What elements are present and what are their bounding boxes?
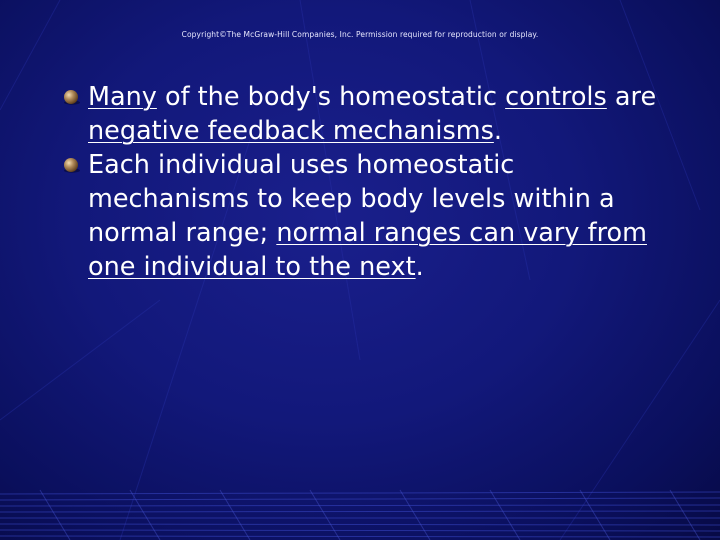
copyright-notice: Copyright©The McGraw-Hill Companies, Inc. Permission required for reproduction or display. bbox=[181, 30, 539, 39]
underlined-text-segment: controls bbox=[505, 82, 607, 112]
bullet-item bbox=[62, 80, 682, 148]
text-segment: of the body's homeostatic bbox=[156, 82, 506, 112]
text-segment: . bbox=[493, 116, 502, 146]
underlined-text-segment: Many bbox=[88, 82, 157, 112]
bullet-text bbox=[88, 82, 656, 146]
text-segment: . bbox=[415, 252, 424, 282]
bronze-sphere-bullet-icon bbox=[62, 88, 82, 106]
bullet-text bbox=[88, 150, 647, 282]
text-segment: Each individual uses homeostatic mechanisms to keep body levels within a normal range; bbox=[88, 150, 615, 248]
underlined-text-segment: normal ranges can vary from one individual to the next bbox=[88, 218, 647, 282]
bullet-item bbox=[62, 148, 682, 284]
bullet-list bbox=[62, 80, 682, 284]
bronze-sphere-bullet-icon bbox=[62, 156, 82, 174]
text-segment: are bbox=[606, 82, 657, 112]
underlined-text-segment: negative feedback mechanisms bbox=[88, 116, 494, 146]
